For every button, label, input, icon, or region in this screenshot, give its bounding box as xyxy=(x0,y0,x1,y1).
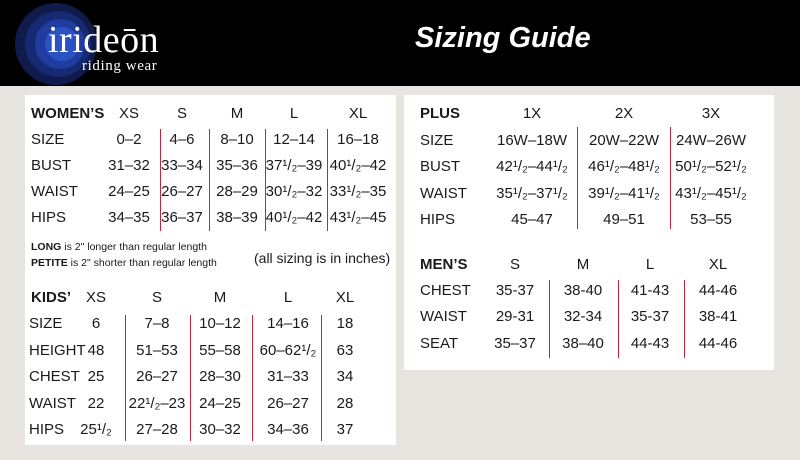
men-cell: 44-46 xyxy=(698,282,738,299)
women-cell: 36–37 xyxy=(161,209,203,226)
kids-size-m: M xyxy=(213,289,227,306)
kids-cell: 28 xyxy=(336,395,354,412)
women-cell: 26–27 xyxy=(161,183,203,200)
kids-cell: 6 xyxy=(91,315,101,332)
women-cell: 37¹/₂–39 xyxy=(265,157,323,174)
women-header: WOMEN’S xyxy=(31,105,105,122)
men-cell: 29-31 xyxy=(495,308,535,325)
kids-cell: 37 xyxy=(336,421,354,438)
men-size-m: M xyxy=(576,256,590,273)
women-cell: 12–14 xyxy=(273,131,315,148)
women-cell: 0–2 xyxy=(116,131,142,148)
men-cell: 44-46 xyxy=(698,335,738,352)
women-row-label: WAIST xyxy=(31,183,78,200)
brand-tagline: riding wear xyxy=(82,58,158,74)
plus-header: PLUS xyxy=(420,105,461,122)
women-cell: 38–39 xyxy=(216,209,258,226)
men-size-l: L xyxy=(645,256,655,273)
kids-cell: 34 xyxy=(336,368,354,385)
kids-cell: 22¹/₂–23 xyxy=(128,395,186,412)
women-cell: 40¹/₂–42 xyxy=(329,157,387,174)
women-size-m: M xyxy=(230,105,244,122)
kids-cell: 24–25 xyxy=(199,395,241,412)
men-cell: 35-37 xyxy=(495,282,535,299)
plus-size-1x: 1X xyxy=(522,105,542,122)
kids-cell: 10–12 xyxy=(199,315,241,332)
kids-size-xs: XS xyxy=(85,289,107,306)
women-size-xl: XL xyxy=(348,105,368,122)
brand-name: irideōn xyxy=(48,19,160,61)
women-cell: 33–34 xyxy=(161,157,203,174)
kids-cell: 48 xyxy=(87,342,105,359)
women-cell: 40¹/₂–42 xyxy=(265,209,323,226)
kids-row-label: CHEST xyxy=(29,368,80,385)
plus-cell: 20W–22W xyxy=(588,132,660,149)
women-cell: 8–10 xyxy=(220,131,254,148)
women-cell: 16–18 xyxy=(337,131,379,148)
kids-cell: 34–36 xyxy=(267,421,309,438)
women-cell: 28–29 xyxy=(216,183,258,200)
men-cell: 35–37 xyxy=(494,335,536,352)
men-cell: 32-34 xyxy=(563,308,603,325)
plus-cell: 43¹/₂–45¹/₂ xyxy=(675,185,747,202)
women-cell: 24–25 xyxy=(108,183,150,200)
women-cell: 34–35 xyxy=(108,209,150,226)
kids-cell: 22 xyxy=(87,395,105,412)
kids-cell: 14–16 xyxy=(267,315,309,332)
page-title: Sizing Guide xyxy=(415,22,591,54)
right-panel xyxy=(404,95,774,370)
kids-row-label: HIPS xyxy=(29,421,65,438)
men-cell: 38–40 xyxy=(562,335,604,352)
plus-row-label: BUST xyxy=(420,158,461,175)
kids-row-label: HEIGHT xyxy=(29,342,86,359)
men-cell: 41-43 xyxy=(630,282,670,299)
women-cell: 33¹/₂–35 xyxy=(329,183,387,200)
kids-cell: 18 xyxy=(336,315,354,332)
kids-cell: 7–8 xyxy=(144,315,170,332)
plus-cell: 42¹/₂–44¹/₂ xyxy=(496,158,568,175)
kids-size-s: S xyxy=(151,289,163,306)
plus-cell: 53–55 xyxy=(690,211,732,228)
men-header: MEN’S xyxy=(420,256,468,273)
kids-cell: 55–58 xyxy=(199,342,241,359)
kids-row-label: WAIST xyxy=(29,395,76,412)
kids-cell: 26–27 xyxy=(267,395,309,412)
kids-cell: 31–33 xyxy=(267,368,309,385)
plus-cell: 49–51 xyxy=(603,211,645,228)
long-note: LONG is 2" longer than regular length xyxy=(31,241,207,253)
plus-cell: 16W–18W xyxy=(496,132,568,149)
kids-cell: 51–53 xyxy=(136,342,178,359)
plus-size-3x: 3X xyxy=(701,105,721,122)
plus-cell: 50¹/₂–52¹/₂ xyxy=(675,158,747,175)
men-cell: 38-40 xyxy=(563,282,603,299)
men-size-xl: XL xyxy=(708,256,728,273)
kids-size-xl: XL xyxy=(335,289,355,306)
men-cell: 38-41 xyxy=(698,308,738,325)
kids-cell: 30–32 xyxy=(199,421,241,438)
kids-cell: 28–30 xyxy=(199,368,241,385)
petite-note: PETITE is 2" shorter than regular length xyxy=(31,257,217,269)
kids-cell: 25¹/₂ xyxy=(80,421,112,438)
header-bar xyxy=(0,0,800,86)
plus-cell: 45–47 xyxy=(511,211,553,228)
plus-row-label: WAIST xyxy=(420,185,467,202)
women-size-s: S xyxy=(176,105,188,122)
kids-cell: 25 xyxy=(87,368,105,385)
plus-cell: 46¹/₂–48¹/₂ xyxy=(588,158,660,175)
men-row-label: CHEST xyxy=(420,282,471,299)
plus-cell: 35¹/₂–37¹/₂ xyxy=(496,185,568,202)
men-size-s: S xyxy=(509,256,521,273)
women-cell: 43¹/₂–45 xyxy=(329,209,387,226)
kids-row-label: SIZE xyxy=(29,315,63,332)
men-cell: 35-37 xyxy=(630,308,670,325)
plus-row-label: SIZE xyxy=(420,132,454,149)
women-cell: 31–32 xyxy=(108,157,150,174)
kids-size-l: L xyxy=(283,289,293,306)
plus-cell: 39¹/₂–41¹/₂ xyxy=(588,185,660,202)
plus-row-label: HIPS xyxy=(420,211,456,228)
men-row-label: WAIST xyxy=(420,308,467,325)
women-cell: 35–36 xyxy=(216,157,258,174)
kids-cell: 27–28 xyxy=(136,421,178,438)
plus-size-2x: 2X xyxy=(614,105,634,122)
women-cell: 4–6 xyxy=(169,131,195,148)
left-panel xyxy=(25,95,396,445)
men-row-label: SEAT xyxy=(420,335,459,352)
kids-cell: 60–62¹/₂ xyxy=(259,342,317,359)
women-row-label: HIPS xyxy=(31,209,67,226)
women-row-label: SIZE xyxy=(31,131,65,148)
kids-cell: 26–27 xyxy=(136,368,178,385)
inches-note: (all sizing is in inches) xyxy=(254,250,391,266)
women-cell: 30¹/₂–32 xyxy=(265,183,323,200)
women-row-label: BUST xyxy=(31,157,72,174)
kids-header: KIDS’ xyxy=(31,289,72,306)
women-size-l: L xyxy=(289,105,299,122)
women-size-xs: XS xyxy=(118,105,140,122)
men-cell: 44-43 xyxy=(630,335,670,352)
kids-cell: 63 xyxy=(336,342,354,359)
plus-cell: 24W–26W xyxy=(675,132,747,149)
